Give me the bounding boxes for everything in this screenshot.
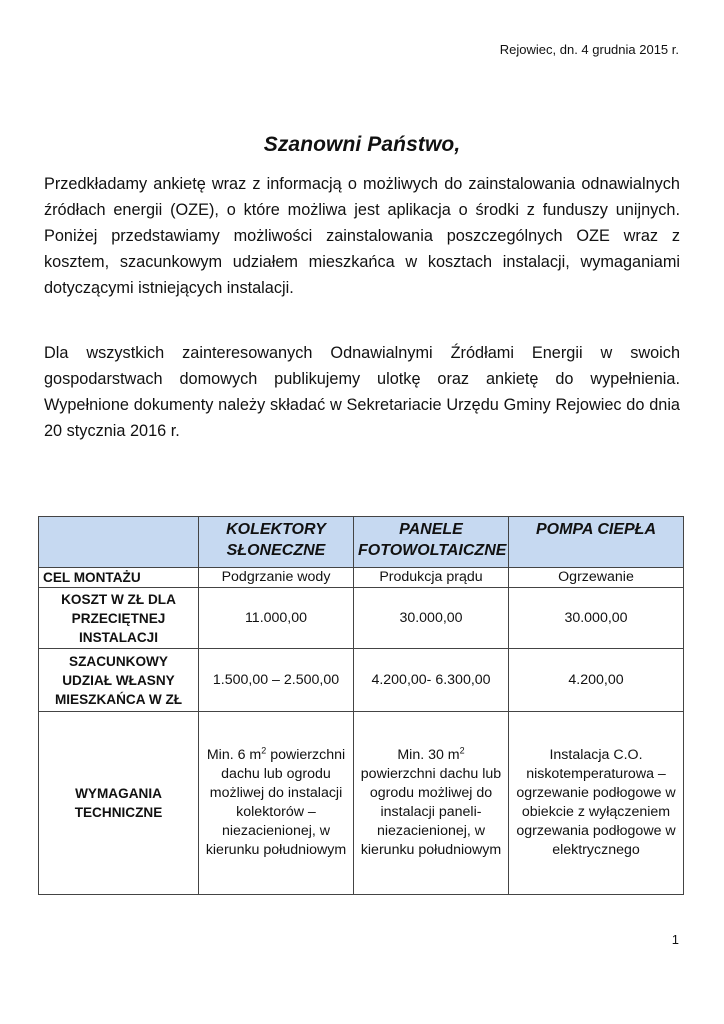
table-row	[39, 588, 684, 649]
row-label-udzial: SZACUNKOWY UDZIAŁ WŁASNY MIESZKAŃCA W ZŁ	[39, 649, 199, 712]
page-number: 1	[671, 932, 679, 947]
row-label-koszt: KOSZT W ZŁ DLA PRZECIĘTNEJ INSTALACJI	[39, 588, 199, 649]
cell-wymagania-kolektory	[199, 712, 354, 895]
table-row	[39, 649, 684, 712]
table-row	[39, 568, 684, 588]
header-pompa: POMPA CIEPŁA	[509, 517, 684, 568]
header-blank-cell	[39, 517, 199, 568]
kolektory-min-area: Min. 6 m	[206, 747, 262, 763]
row-label-cel: CEL MONTAŻU	[39, 568, 199, 588]
header-panele: PANELE FOTOWOLTAICZNE	[354, 517, 509, 568]
cell-koszt-kolektory: 11.000,00	[199, 588, 354, 649]
table-header-row	[39, 517, 684, 568]
row-label-wymagania: WYMAGANIA TECHNICZNE	[39, 712, 199, 895]
cell-koszt-pompa: 30.000,00	[509, 588, 684, 649]
cell-udzial-kolektory: 1.500,00 – 2.500,00	[199, 649, 354, 712]
greeting-heading: Szanowni Państwo,	[263, 133, 461, 156]
cell-wymagania-pompa: Instalacja C.O. niskotemperaturowa – ogrzewanie podłogowe w obiekcie z wyłączeniem ogrzewania podłogowe w elektrycznego	[509, 712, 684, 895]
kolektory-area-exponent: 2	[261, 745, 267, 756]
cell-cel-kolektory: Podgrzanie wody	[199, 568, 354, 588]
cell-wymagania-panele	[354, 712, 509, 895]
oze-options-table	[38, 516, 684, 895]
table-row	[39, 712, 684, 895]
cell-cel-pompa: Ogrzewanie	[509, 568, 684, 588]
kolektory-requirements-text: powierzchni dachu lub ogrodu możliwej do instalacji kolektorów – niezacienionej, w kierunku południowym	[205, 747, 347, 858]
header-kolektory: KOLEKTORY SŁONECZNE	[199, 517, 354, 568]
panele-requirements-text: powierzchni dachu lub ogrodu możliwej do instalacji paneli-niezacienionej, w kierunku południowym	[360, 766, 502, 858]
cell-cel-panele: Produkcja prądu	[354, 568, 509, 588]
panele-area-exponent: 2	[459, 745, 465, 756]
instructions-paragraph: Dla wszystkich zainteresowanych Odnawialnymi Źródłami Energii w swoich gospodarstwach domowych publikujemy ulotkę oraz ankietę do wypełnienia. Wypełnione dokumenty należy składać w Sekretariacie Urzędu Gminy Rejowiec do dnia 20 stycznia 2016 r.	[44, 344, 680, 440]
panele-min-area: Min. 30 m	[397, 747, 460, 763]
cell-udzial-panele: 4.200,00- 6.300,00	[354, 649, 509, 712]
intro-paragraph: Przedkładamy ankietę wraz z informacją o możliwych do zainstalowania odnawialnych źródłach energii (OZE), o które możliwa jest aplikacja o środki z funduszy unijnych. Poniżej przedstawiamy możliwości zainstalowania poszczególnych OZE wraz z kosztem, szacunkowym udziałem mieszkańca w kosztach instalacji, wymaganiami dotyczącymi istniejących instalacji.	[44, 175, 680, 297]
cell-udzial-pompa: 4.200,00	[509, 649, 684, 712]
cell-koszt-panele: 30.000,00	[354, 588, 509, 649]
document-date: Rejowiec, dn. 4 grudnia 2015 r.	[499, 42, 679, 57]
